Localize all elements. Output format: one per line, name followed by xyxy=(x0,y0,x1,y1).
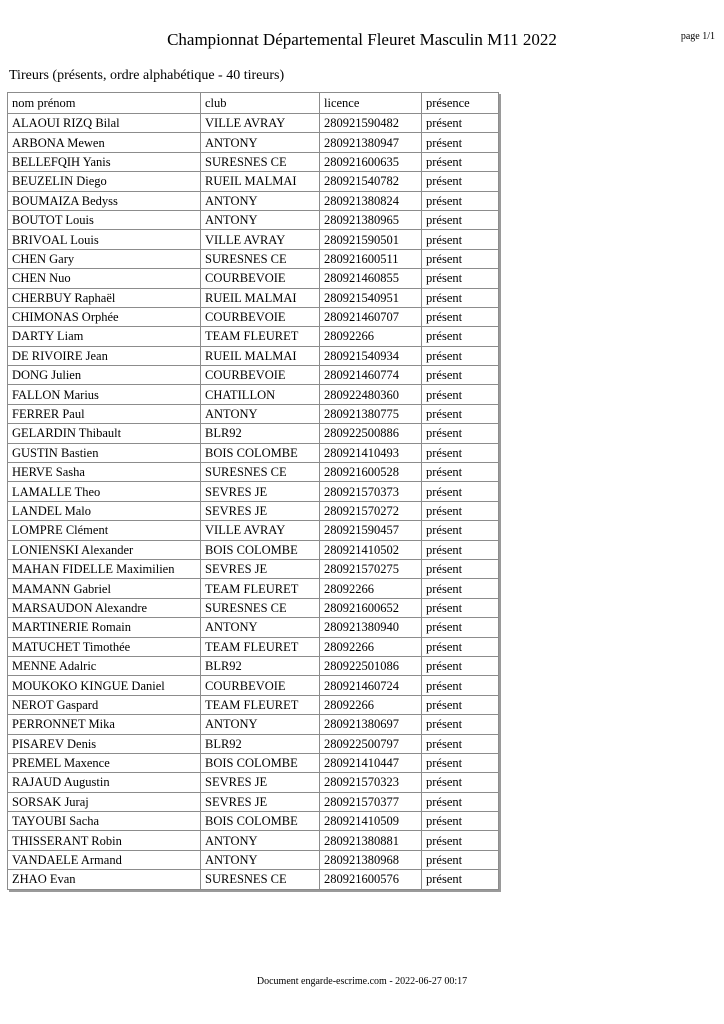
cell-name: CHERBUY Raphaël xyxy=(8,288,201,307)
cell-presence: présent xyxy=(422,812,499,831)
cell-licence: 280921570272 xyxy=(320,501,422,520)
table-row xyxy=(8,404,499,423)
cell-name: FERRER Paul xyxy=(8,404,201,423)
cell-club: SEVRES JE xyxy=(201,559,320,578)
table-row xyxy=(8,734,499,753)
cell-name: ARBONA Mewen xyxy=(8,133,201,152)
table-row xyxy=(8,870,499,889)
cell-licence: 280921600576 xyxy=(320,870,422,889)
cell-presence: présent xyxy=(422,191,499,210)
cell-presence: présent xyxy=(422,559,499,578)
cell-licence: 280921410493 xyxy=(320,443,422,462)
cell-presence: présent xyxy=(422,307,499,326)
cell-presence: présent xyxy=(422,831,499,850)
cell-licence: 280921540934 xyxy=(320,346,422,365)
cell-name: SORSAK Juraj xyxy=(8,792,201,811)
table-row xyxy=(8,831,499,850)
table-row xyxy=(8,307,499,326)
cell-club: ANTONY xyxy=(201,831,320,850)
cell-club: TEAM FLEURET xyxy=(201,327,320,346)
cell-presence: présent xyxy=(422,288,499,307)
table-row xyxy=(8,715,499,734)
table-row xyxy=(8,230,499,249)
cell-name: BEUZELIN Diego xyxy=(8,172,201,191)
cell-club: BLR92 xyxy=(201,734,320,753)
cell-club: SURESNES CE xyxy=(201,870,320,889)
cell-presence: présent xyxy=(422,598,499,617)
cell-presence: présent xyxy=(422,463,499,482)
cell-presence: présent xyxy=(422,792,499,811)
cell-licence: 280921590501 xyxy=(320,230,422,249)
cell-presence: présent xyxy=(422,695,499,714)
cell-name: MARSAUDON Alexandre xyxy=(8,598,201,617)
cell-presence: présent xyxy=(422,404,499,423)
table-row xyxy=(8,346,499,365)
cell-licence: 280921570373 xyxy=(320,482,422,501)
cell-club: ANTONY xyxy=(201,850,320,869)
cell-presence: présent xyxy=(422,385,499,404)
cell-licence: 280921590457 xyxy=(320,521,422,540)
table-row xyxy=(8,559,499,578)
page-number: page 1/1 xyxy=(680,31,715,42)
cell-club: COURBEVOIE xyxy=(201,366,320,385)
cell-licence: 280921460855 xyxy=(320,269,422,288)
cell-name: TAYOUBI Sacha xyxy=(8,812,201,831)
table-row xyxy=(8,773,499,792)
table-row xyxy=(8,443,499,462)
table-row xyxy=(8,269,499,288)
cell-licence: 280921380940 xyxy=(320,618,422,637)
section-subtitle: Tireurs (présents, ordre alphabétique - 40 tireurs) xyxy=(9,68,285,83)
cell-licence: 280921590482 xyxy=(320,114,422,133)
cell-presence: présent xyxy=(422,850,499,869)
table-row xyxy=(8,172,499,191)
cell-club: VILLE AVRAY xyxy=(201,230,320,249)
cell-licence: 28092266 xyxy=(320,695,422,714)
cell-club: SURESNES CE xyxy=(201,598,320,617)
cell-licence: 280921540951 xyxy=(320,288,422,307)
cell-name: CHEN Gary xyxy=(8,249,201,268)
table-row xyxy=(8,521,499,540)
cell-name: BRIVOAL Louis xyxy=(8,230,201,249)
cell-presence: présent xyxy=(422,618,499,637)
cell-name: GUSTIN Bastien xyxy=(8,443,201,462)
table-row xyxy=(8,133,499,152)
document-title: Championnat Départemental Fleuret Masculin M11 2022 xyxy=(167,30,557,49)
cell-presence: présent xyxy=(422,676,499,695)
table-header-row xyxy=(8,93,499,114)
cell-club: SEVRES JE xyxy=(201,792,320,811)
cell-name: THISSERANT Robin xyxy=(8,831,201,850)
cell-presence: présent xyxy=(422,715,499,734)
cell-licence: 280921600652 xyxy=(320,598,422,617)
cell-name: MENNE Adalric xyxy=(8,656,201,675)
cell-club: RUEIL MALMAI xyxy=(201,288,320,307)
cell-club: VILLE AVRAY xyxy=(201,114,320,133)
cell-club: CHATILLON xyxy=(201,385,320,404)
cell-club: TEAM FLEURET xyxy=(201,637,320,656)
cell-club: BOIS COLOMBE xyxy=(201,443,320,462)
table-row xyxy=(8,812,499,831)
table-row xyxy=(8,463,499,482)
cell-name: ALAOUI RIZQ Bilal xyxy=(8,114,201,133)
cell-presence: présent xyxy=(422,540,499,559)
cell-club: BOIS COLOMBE xyxy=(201,812,320,831)
cell-presence: présent xyxy=(422,346,499,365)
cell-presence: présent xyxy=(422,656,499,675)
cell-licence: 28092266 xyxy=(320,327,422,346)
cell-licence: 280922480360 xyxy=(320,385,422,404)
cell-presence: présent xyxy=(422,249,499,268)
column-header-name: nom prénom xyxy=(8,93,201,114)
cell-name: BOUMAIZA Bedyss xyxy=(8,191,201,210)
cell-name: LOMPRE Clément xyxy=(8,521,201,540)
cell-name: HERVE Sasha xyxy=(8,463,201,482)
table-row xyxy=(8,114,499,133)
table-row xyxy=(8,501,499,520)
cell-licence: 280921380965 xyxy=(320,210,422,229)
cell-licence: 280922500886 xyxy=(320,424,422,443)
cell-name: DARTY Liam xyxy=(8,327,201,346)
cell-name: LANDEL Malo xyxy=(8,501,201,520)
cell-name: ZHAO Evan xyxy=(8,870,201,889)
cell-club: ANTONY xyxy=(201,715,320,734)
cell-licence: 280921410509 xyxy=(320,812,422,831)
cell-presence: présent xyxy=(422,521,499,540)
cell-club: COURBEVOIE xyxy=(201,676,320,695)
cell-name: BELLEFQIH Yanis xyxy=(8,152,201,171)
cell-club: ANTONY xyxy=(201,210,320,229)
cell-licence: 280921380824 xyxy=(320,191,422,210)
cell-licence: 280921410447 xyxy=(320,753,422,772)
fencers-table xyxy=(7,92,499,890)
cell-name: CHEN Nuo xyxy=(8,269,201,288)
cell-licence: 280921600528 xyxy=(320,463,422,482)
cell-presence: présent xyxy=(422,114,499,133)
column-header-club: club xyxy=(201,93,320,114)
cell-presence: présent xyxy=(422,579,499,598)
cell-licence: 280921380968 xyxy=(320,850,422,869)
cell-licence: 28092266 xyxy=(320,579,422,598)
cell-licence: 280921380881 xyxy=(320,831,422,850)
table-row xyxy=(8,385,499,404)
cell-club: RUEIL MALMAI xyxy=(201,346,320,365)
cell-name: NEROT Gaspard xyxy=(8,695,201,714)
document-footer: Document engarde-escrime.com - 2022-06-27 00:17 xyxy=(256,976,468,987)
cell-club: ANTONY xyxy=(201,191,320,210)
cell-licence: 280922500797 xyxy=(320,734,422,753)
cell-name: MAHAN FIDELLE Maximilien xyxy=(8,559,201,578)
cell-licence: 280921600635 xyxy=(320,152,422,171)
cell-name: BOUTOT Louis xyxy=(8,210,201,229)
cell-club: TEAM FLEURET xyxy=(201,695,320,714)
table-row xyxy=(8,482,499,501)
cell-name: CHIMONAS Orphée xyxy=(8,307,201,326)
table-row xyxy=(8,850,499,869)
cell-name: MARTINERIE Romain xyxy=(8,618,201,637)
cell-name: MATUCHET Timothée xyxy=(8,637,201,656)
cell-licence: 280921460724 xyxy=(320,676,422,695)
cell-club: BOIS COLOMBE xyxy=(201,753,320,772)
cell-club: BLR92 xyxy=(201,656,320,675)
cell-presence: présent xyxy=(422,269,499,288)
table-row xyxy=(8,656,499,675)
cell-presence: présent xyxy=(422,443,499,462)
cell-club: BLR92 xyxy=(201,424,320,443)
cell-club: SEVRES JE xyxy=(201,501,320,520)
cell-licence: 280921570275 xyxy=(320,559,422,578)
cell-club: SURESNES CE xyxy=(201,463,320,482)
table-row xyxy=(8,327,499,346)
cell-club: ANTONY xyxy=(201,133,320,152)
table-row xyxy=(8,540,499,559)
table-row xyxy=(8,366,499,385)
cell-presence: présent xyxy=(422,210,499,229)
cell-presence: présent xyxy=(422,753,499,772)
cell-name: DONG Julien xyxy=(8,366,201,385)
cell-licence: 280921570323 xyxy=(320,773,422,792)
cell-club: BOIS COLOMBE xyxy=(201,540,320,559)
cell-club: TEAM FLEURET xyxy=(201,579,320,598)
cell-presence: présent xyxy=(422,734,499,753)
cell-name: LONIENSKI Alexander xyxy=(8,540,201,559)
cell-name: MAMANN Gabriel xyxy=(8,579,201,598)
column-header-licence: licence xyxy=(320,93,422,114)
cell-presence: présent xyxy=(422,637,499,656)
table-row xyxy=(8,753,499,772)
cell-name: MOUKOKO KINGUE Daniel xyxy=(8,676,201,695)
table-row xyxy=(8,210,499,229)
column-header-presence: présence xyxy=(422,93,499,114)
cell-name: FALLON Marius xyxy=(8,385,201,404)
cell-licence: 280921540782 xyxy=(320,172,422,191)
cell-club: SEVRES JE xyxy=(201,773,320,792)
cell-club: SEVRES JE xyxy=(201,482,320,501)
cell-club: SURESNES CE xyxy=(201,152,320,171)
table-row xyxy=(8,191,499,210)
cell-name: GELARDIN Thibault xyxy=(8,424,201,443)
cell-licence: 280921380697 xyxy=(320,715,422,734)
cell-presence: présent xyxy=(422,133,499,152)
cell-licence: 280921380947 xyxy=(320,133,422,152)
cell-licence: 280921380775 xyxy=(320,404,422,423)
table-row xyxy=(8,424,499,443)
cell-presence: présent xyxy=(422,424,499,443)
cell-presence: présent xyxy=(422,327,499,346)
cell-presence: présent xyxy=(422,870,499,889)
cell-name: VANDAELE Armand xyxy=(8,850,201,869)
cell-licence: 280921410502 xyxy=(320,540,422,559)
cell-club: ANTONY xyxy=(201,618,320,637)
table-row xyxy=(8,676,499,695)
cell-presence: présent xyxy=(422,501,499,520)
cell-club: SURESNES CE xyxy=(201,249,320,268)
table-row xyxy=(8,695,499,714)
cell-presence: présent xyxy=(422,230,499,249)
table-body xyxy=(8,114,499,890)
table-row xyxy=(8,249,499,268)
cell-licence: 280921570377 xyxy=(320,792,422,811)
cell-club: RUEIL MALMAI xyxy=(201,172,320,191)
cell-licence: 280921460774 xyxy=(320,366,422,385)
cell-presence: présent xyxy=(422,152,499,171)
cell-name: LAMALLE Theo xyxy=(8,482,201,501)
cell-club: VILLE AVRAY xyxy=(201,521,320,540)
cell-name: PERRONNET Mika xyxy=(8,715,201,734)
cell-name: PREMEL Maxence xyxy=(8,753,201,772)
table-row xyxy=(8,598,499,617)
cell-presence: présent xyxy=(422,172,499,191)
cell-name: DE RIVOIRE Jean xyxy=(8,346,201,365)
cell-licence: 28092266 xyxy=(320,637,422,656)
table-row xyxy=(8,618,499,637)
cell-presence: présent xyxy=(422,366,499,385)
table-row xyxy=(8,288,499,307)
cell-club: COURBEVOIE xyxy=(201,269,320,288)
table-row xyxy=(8,792,499,811)
cell-presence: présent xyxy=(422,773,499,792)
table-row xyxy=(8,579,499,598)
cell-name: PISAREV Denis xyxy=(8,734,201,753)
cell-licence: 280922501086 xyxy=(320,656,422,675)
cell-licence: 280921600511 xyxy=(320,249,422,268)
cell-club: ANTONY xyxy=(201,404,320,423)
cell-name: RAJAUD Augustin xyxy=(8,773,201,792)
cell-club: COURBEVOIE xyxy=(201,307,320,326)
cell-presence: présent xyxy=(422,482,499,501)
cell-licence: 280921460707 xyxy=(320,307,422,326)
table-row xyxy=(8,637,499,656)
table-row xyxy=(8,152,499,171)
